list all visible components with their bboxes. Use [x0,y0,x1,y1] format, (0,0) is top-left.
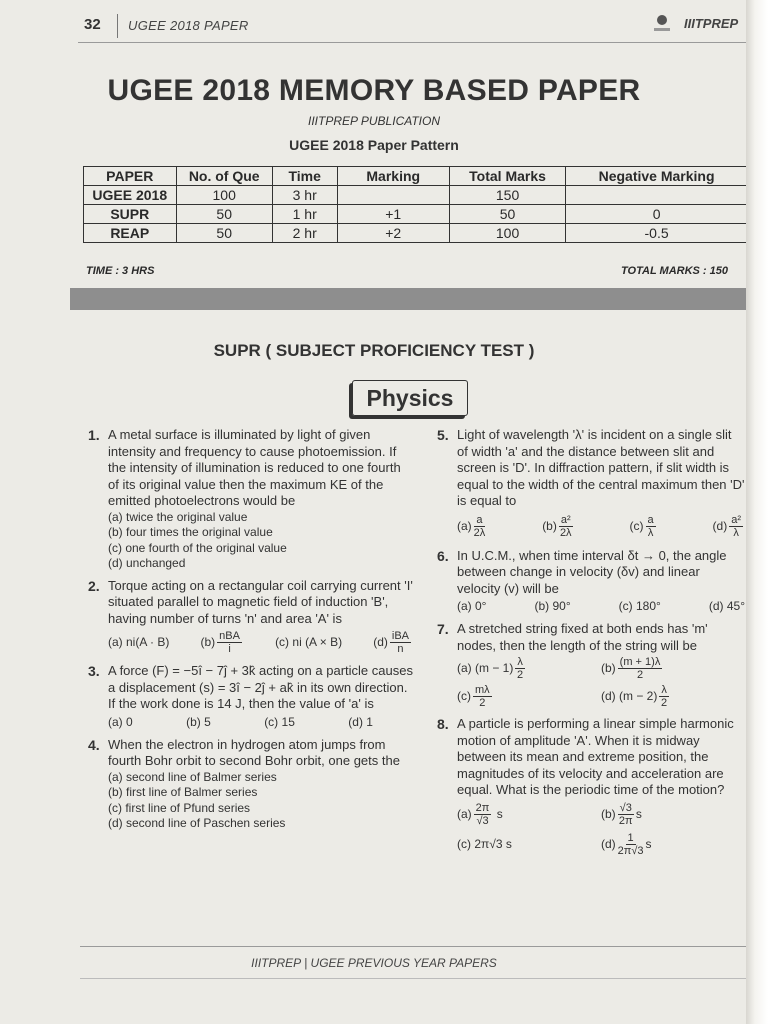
table-cell: 1 hr [272,205,337,224]
table-cell: +2 [337,224,449,243]
option: (a) (m − 1) $\frac{\lambda}{2}$ [457,656,524,682]
table-cell: UGEE 2018 [84,186,177,205]
option: (b) $\frac{(m + 1)\lambda}{2}$ [601,656,661,682]
table-cell: 50 [449,205,565,224]
question-text: In U.C.M., when time interval δt → 0, the angle between change in velocity (δv) and linear velocity (v) will be [457,547,727,596]
option: (d) 1 [348,714,373,729]
subject-heading: Physics [352,380,468,416]
table-header-cell: Time [272,167,337,186]
question-text: A stretched string fixed at both ends has 'm' nodes, then the length of the string will be [457,621,708,653]
question-number: 5. [437,427,449,443]
table-cell: 50 [176,205,272,224]
header-divider [117,14,118,38]
option: (b) 90° [534,599,571,613]
page-footer: IIITPREP | UGEE PREVIOUS YEAR PAPERS [251,956,497,970]
table-cell: 3 hr [272,186,337,205]
footer-rule-lower [80,978,748,979]
option: (b) 5 [186,714,211,729]
option: (a) 0 [108,714,133,729]
option: (a) $\frac{a}{2\lambda}$ [457,513,486,539]
table-cell: SUPR [84,205,177,224]
question-1 [88,427,413,572]
question-text: Light of wavelength 'λ' is incident on a single slit of width 'a' and the distance between slit and screen is 'D'. In diffraction pattern, if slit width is equal to the width of the central maximum then 'D' is equal to [457,427,745,508]
table-cell: 100 [176,186,272,205]
table-cell: 150 [449,186,565,205]
question-number: 1. [88,427,100,443]
question-text: A particle is performing a linear simple harmonic motion of amplitude 'A'. When it is midway between its mean and extreme position, the magnitudes of its velocity and acceleration are equal. What is the periodic time of the motion? [457,716,734,797]
publication-label: IIITPREP PUBLICATION [307,114,441,128]
table-header-row [84,167,748,186]
table-cell: 0 [566,205,748,224]
question-2 [88,578,413,658]
table-row [84,224,748,243]
option: (d) $\frac{\text{a²}}{\lambda}$ [712,513,741,539]
option: (c) $\frac{m\lambda}{2}$ [457,684,490,710]
question-number: 8. [437,716,449,732]
question-number: 7. [437,621,449,637]
option: (d) unchanged [108,556,186,570]
question-5 [437,427,745,542]
table-cell [566,186,748,205]
option: (c) $\frac{a}{\lambda}$ [629,513,654,539]
question-text: When the electron in hydrogen atom jumps from fourth Bohr orbit to second Bohr orbit, one gets the [108,736,400,768]
book-title: UGEE 2018 PAPER [128,18,249,33]
option: (c) one fourth of the original value [108,540,287,555]
time-label: TIME : 3 HRS [86,265,155,277]
question-number: 3. [88,663,100,679]
brand-logo-icon [648,10,676,38]
question-text: A force (F) = −5î − 7ĵ + 3k̂ acting on a particle causes a displacement (s) = 3î − 2ĵ + ak̂ in its own direction. If the work done is 14 J, then the value of 'a' is [108,663,413,711]
question-number: 2. [88,577,100,594]
option: (a) twice the original value [108,509,248,524]
header-rule [78,42,748,43]
table-cell: REAP [84,224,177,243]
table-header-cell: Negative Marking [566,167,748,186]
option: (b) $\frac{√3}{2\pi}$ s [601,801,642,827]
table-cell [337,186,449,205]
option: (d) 45° [708,599,745,613]
divider-band [70,288,748,310]
option: (d) $\frac{1}{2\pi√3}$ s [601,831,652,857]
option: (a) 0° [457,599,487,613]
question-8 [437,716,745,859]
question-4 [88,737,413,832]
table-header-cell: Marking [337,167,449,186]
pattern-table [83,166,748,243]
table-cell: 100 [449,224,565,243]
table-header-cell: Total Marks [449,167,565,186]
question-number: 4. [88,736,100,753]
page-title: UGEE 2018 MEMORY BASED PAPER [107,74,641,107]
table-cell: 50 [176,224,272,243]
section-title: SUPR ( SUBJECT PROFICIENCY TEST ) [213,341,535,360]
option: (b) $\frac{\text{nBA}}{i}$ [200,630,240,656]
page-edge [746,0,768,1024]
option: (a) $\frac{2\pi}{√3}$ s [457,801,503,827]
question-text: A metal surface is illuminated by light of given intensity and frequency to cause photoemission. If the intensity of illumination is reduced to one fourth of its original value then the maximum KE of the emitted photoelectrons would be [108,427,401,508]
pattern-title: UGEE 2018 Paper Pattern [289,137,459,153]
questions-right-column [437,427,745,865]
option: (a) second line of Balmer series [108,769,277,784]
option: (a) ni(A · B) [108,635,170,649]
question-text: Torque acting on a rectangular coil carrying current 'I' situated parallel to magnetic field of induction 'B', having number of turns 'n' and area 'A' is [108,577,413,626]
option: (d) second line of Paschen series [108,816,286,830]
table-header-cell: No. of Que [176,167,272,186]
table-header-cell: PAPER [84,167,177,186]
table-cell: 2 hr [272,224,337,243]
question-7 [437,621,745,710]
question-6 [437,548,745,616]
table-cell: -0.5 [566,224,748,243]
option: (c) first line of Pfund series [108,800,251,815]
table-row [84,205,748,224]
table-cell: +1 [337,205,449,224]
footer-rule [80,946,748,947]
questions-left-column [88,427,413,838]
option: (d) (m − 2) $\frac{\lambda}{2}$ [601,684,668,710]
table-row [84,186,748,205]
option: (b) four times the original value [108,525,273,539]
option: (b) first line of Balmer series [108,785,258,799]
header-brand: IIITPREP [684,16,739,31]
question-3 [88,663,413,731]
option: (c) 2π√3 s [457,836,512,851]
total-marks-label: TOTAL MARKS : 150 [621,265,728,277]
option: (c) 180° [618,599,661,613]
page-number: 32 [84,16,101,33]
question-number: 6. [437,547,449,564]
option: (d) $\frac{\text{iBA}}{n}$ [373,630,409,656]
option: (c) ni (A × B) [275,635,343,649]
option: (b) $\frac{\text{a²}}{2\lambda}$ [542,513,572,539]
option: (c) 15 [264,714,295,729]
